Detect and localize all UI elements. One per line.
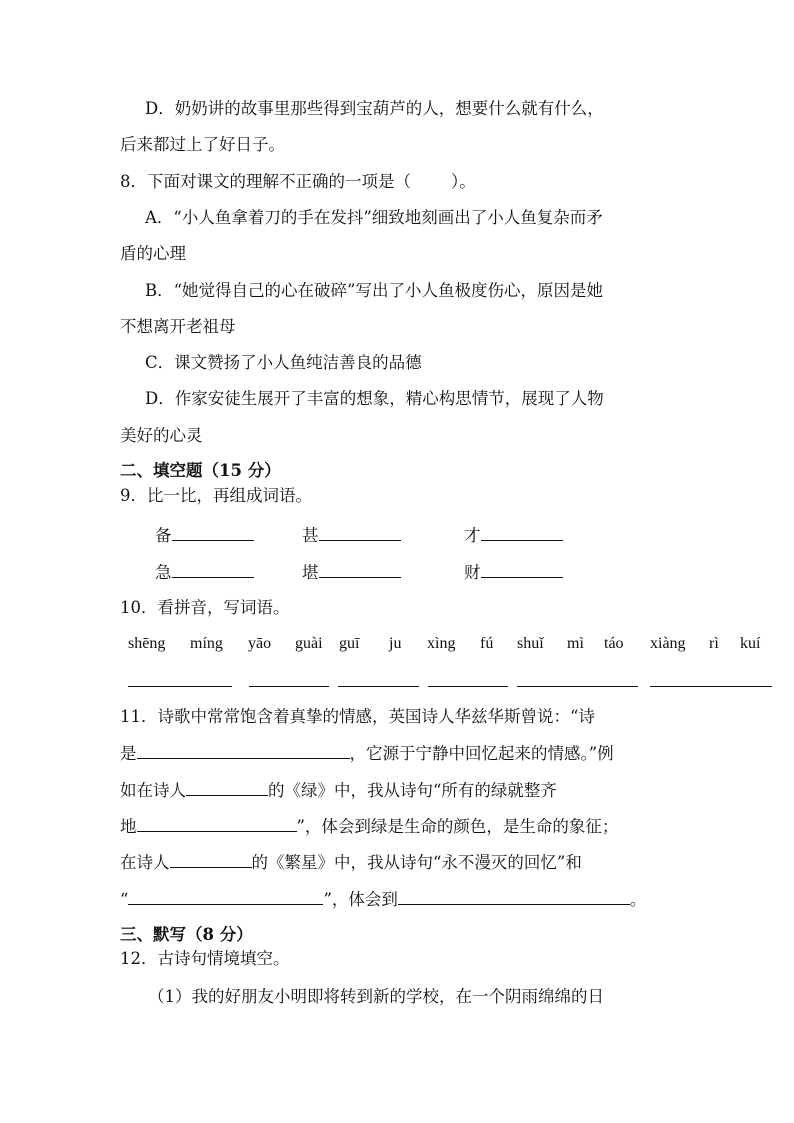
pinyin-syllable: míng	[190, 635, 223, 652]
q9-char: 急	[155, 563, 172, 582]
q11-blank-poetry-definition[interactable]	[137, 742, 350, 759]
pinyin-syllable: yāo	[248, 635, 272, 652]
q11-line6	[120, 888, 646, 911]
q11-text: ，它源于宁静中回忆起来的情感。”例	[349, 744, 614, 763]
q9-item-4	[155, 561, 254, 584]
pinyin-syllable: kuí	[740, 635, 761, 652]
pinyin-syllable: shēng	[128, 635, 166, 652]
section2-heading: 二、填空题（15 分）	[120, 461, 281, 480]
pinyin-syllable: rì	[709, 635, 719, 652]
pinyin-syllable: táo	[604, 635, 624, 652]
q11-line5	[120, 851, 582, 874]
pinyin-syllable: guài	[295, 635, 323, 652]
q9-char: 甚	[302, 526, 319, 545]
q11-blank-verse-1[interactable]	[137, 815, 297, 832]
q8-option-c: C．课文赞扬了小人鱼纯洁善良的品德	[145, 353, 422, 372]
pinyin-answer-blank[interactable]	[128, 686, 232, 687]
q11-blank-verse-2[interactable]	[128, 888, 323, 905]
q11-line2	[120, 742, 614, 765]
pinyin-syllable: xiàng	[650, 635, 686, 652]
q9-item-6	[464, 561, 563, 584]
q9-blank[interactable]	[172, 524, 254, 541]
q9-blank[interactable]	[481, 524, 563, 541]
q8-option-a-line2: 盾的心理	[120, 244, 186, 263]
q9-blank[interactable]	[172, 561, 254, 578]
pinyin-answer-blank[interactable]	[249, 686, 329, 687]
q11-text: 如在诗人	[120, 781, 186, 800]
q9-item-3	[464, 524, 563, 547]
q7-option-d-line2: 后来都过上了好日子。	[120, 135, 285, 154]
q9-char: 备	[155, 526, 172, 545]
q9-char: 才	[464, 526, 481, 545]
q11-line3	[120, 779, 557, 802]
q10-stem: 10．看拼音，写词语。	[120, 598, 290, 617]
q9-item-1	[155, 524, 254, 547]
q8-option-b-line1: B．“她觉得自己的心在破碎”写出了小人鱼极度伤心，原因是她	[145, 281, 603, 300]
q11-text: 的《繁星》中，我从诗句“永不漫灭的回忆”和	[251, 853, 582, 872]
q8-option-b-line2: 不想离开老祖母	[120, 317, 236, 336]
q8-option-a-line1: A．“小人鱼拿着刀的手在发抖”细致地刻画出了小人鱼复杂而矛	[145, 208, 603, 227]
q11-line4	[120, 815, 618, 838]
q9-blank[interactable]	[481, 561, 563, 578]
q8-option-d-line1: D．作家安徒生展开了丰富的想象，精心构思情节，展现了人物	[145, 389, 604, 408]
q8-stem-after: ）。	[451, 172, 476, 191]
q11-blank-poet-1[interactable]	[186, 779, 268, 796]
pinyin-answer-blank[interactable]	[517, 686, 638, 687]
pinyin-answer-blank[interactable]	[338, 686, 419, 687]
q9-char: 堪	[302, 563, 319, 582]
q9-item-5	[302, 561, 401, 584]
q11-text: ”，体会到	[323, 890, 398, 909]
q8-option-d-line2: 美好的心灵	[120, 426, 203, 445]
q12-stem: 12．古诗句情境填空。	[120, 949, 290, 968]
q11-text: 的《绿》中，我从诗句“所有的绿就整齐	[268, 781, 557, 800]
q9-item-2	[302, 524, 401, 547]
q11-text: “	[120, 890, 129, 909]
q11-text: ”，体会到绿是生命的颜色，是生命的象征；	[296, 817, 619, 836]
pinyin-syllable: ju	[389, 635, 402, 652]
q9-blank[interactable]	[319, 524, 401, 541]
q8-stem-before: 8．下面对课文的理解不正确的一项是（	[120, 172, 411, 191]
q8-stem	[120, 171, 476, 193]
pinyin-syllable: fú	[480, 635, 494, 652]
q11-blank-poet-2[interactable]	[170, 851, 252, 868]
q11-line1: 11．诗歌中常常饱含着真挚的情感，英国诗人华兹华斯曾说：“诗	[120, 707, 595, 726]
q11-blank-feeling[interactable]	[398, 888, 630, 905]
section3-heading: 三、默写（8 分）	[120, 925, 253, 944]
pinyin-syllable: shuǐ	[517, 635, 544, 652]
q7-option-d-line1: D．奶奶讲的故事里那些得到宝葫芦的人，想要什么就有什么，	[145, 99, 604, 118]
q9-blank[interactable]	[319, 561, 401, 578]
q11-text: 在诗人	[120, 853, 170, 872]
pinyin-syllable: xìng	[427, 635, 456, 652]
q12-part1: （1）我的好朋友小明即将转到新的学校，在一个阴雨绵绵的日	[148, 987, 604, 1006]
q11-text: 地	[120, 817, 137, 836]
q9-stem: 9．比一比，再组成词语。	[120, 486, 312, 505]
pinyin-syllable: mì	[567, 635, 584, 652]
pinyin-syllable: guī	[339, 635, 360, 652]
pinyin-answer-blank[interactable]	[650, 686, 772, 687]
q11-text: 是	[120, 744, 137, 763]
pinyin-answer-blank[interactable]	[428, 686, 508, 687]
q9-char: 财	[464, 563, 481, 582]
q11-text: 。	[629, 890, 647, 909]
